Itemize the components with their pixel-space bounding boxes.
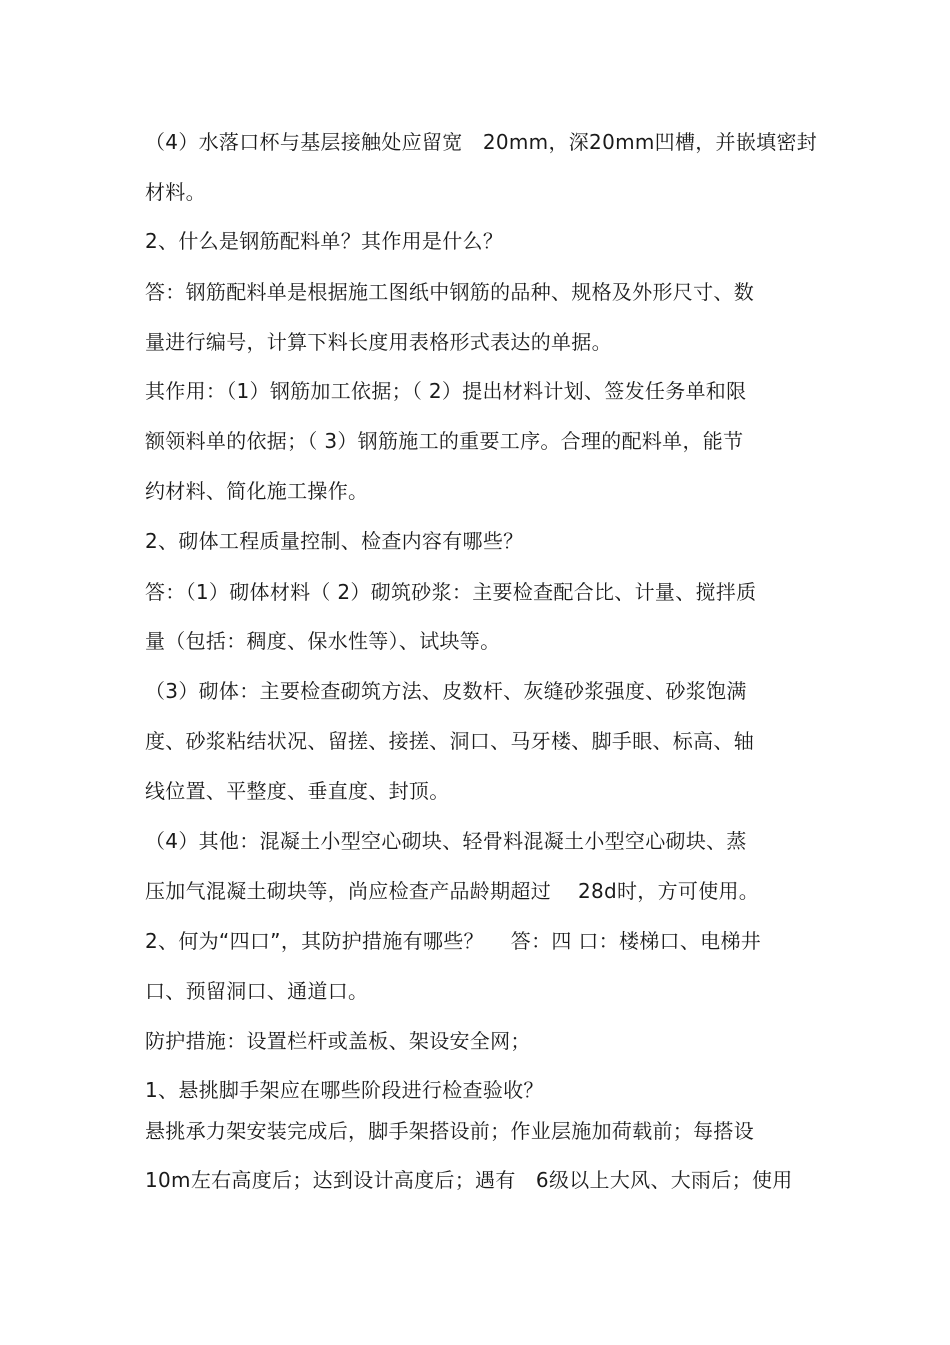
text-line: 压加气混凝土砌块等，尚应检查产品龄期超过 28d时，方可使用。: [145, 879, 760, 903]
text-line: 其作用：（1）钢筋加工依据；（ 2）提出材料计划、签发任务单和限: [145, 379, 747, 403]
text-line: （3）砌体：主要检查砌筑方法、皮数杆、灰缝砂浆强度、砂浆饱满: [145, 679, 747, 703]
text-line: 量（包括：稠度、保水性等）、试块等。: [145, 629, 501, 653]
question-heading: 1、悬挑脚手架应在哪些阶段进行检查验收？: [145, 1078, 544, 1102]
text-line: 约材料、简化施工操作。: [145, 479, 369, 503]
text-line: 线位置、平整度、垂直度、封顶。: [145, 779, 450, 803]
text-line: 度、砂浆粘结状况、留搓、接搓、洞口、马牙楼、脚手眼、标高、轴: [145, 729, 754, 753]
question-heading: 2、什么是钢筋配料单？其作用是什么？: [145, 229, 504, 253]
question-heading: 2、何为“四口”，其防护措施有哪些？ 答：四 口：楼梯口、电梯井: [145, 929, 762, 953]
text-line: 量进行编号，计算下料长度用表格形式表达的单据。: [145, 330, 612, 354]
text-line: 防护措施：设置栏杆或盖板、架设安全网；: [145, 1029, 531, 1053]
text-line: （4）水落口杯与基层接触处应留宽 20mm，深20mm凹槽，并嵌填密封: [145, 130, 818, 154]
text-line: 悬挑承力架安装完成后，脚手架搭设前；作业层施加荷载前；每搭设: [145, 1119, 754, 1143]
text-line: 答：（1）砌体材料（ 2）砌筑砂浆：主要检查配合比、计量、搅拌质: [145, 580, 757, 604]
question-heading: 2、砌体工程质量控制、检查内容有哪些？: [145, 529, 524, 553]
text-line: 口、预留洞口、通道口。: [145, 979, 369, 1003]
text-line: 额领料单的依据；（ 3）钢筋施工的重要工序。合理的配料单，能节: [145, 429, 744, 453]
text-line: 答：钢筋配料单是根据施工图纸中钢筋的品种、规格及外形尺寸、数: [145, 280, 754, 304]
text-line: 材料。: [145, 180, 206, 204]
text-line: （4）其他：混凝土小型空心砌块、轻骨料混凝土小型空心砌块、蒸: [145, 829, 747, 853]
text-line: 10m左右高度后；达到设计高度后；遇有 6级以上大风、大雨后；使用: [145, 1168, 793, 1192]
